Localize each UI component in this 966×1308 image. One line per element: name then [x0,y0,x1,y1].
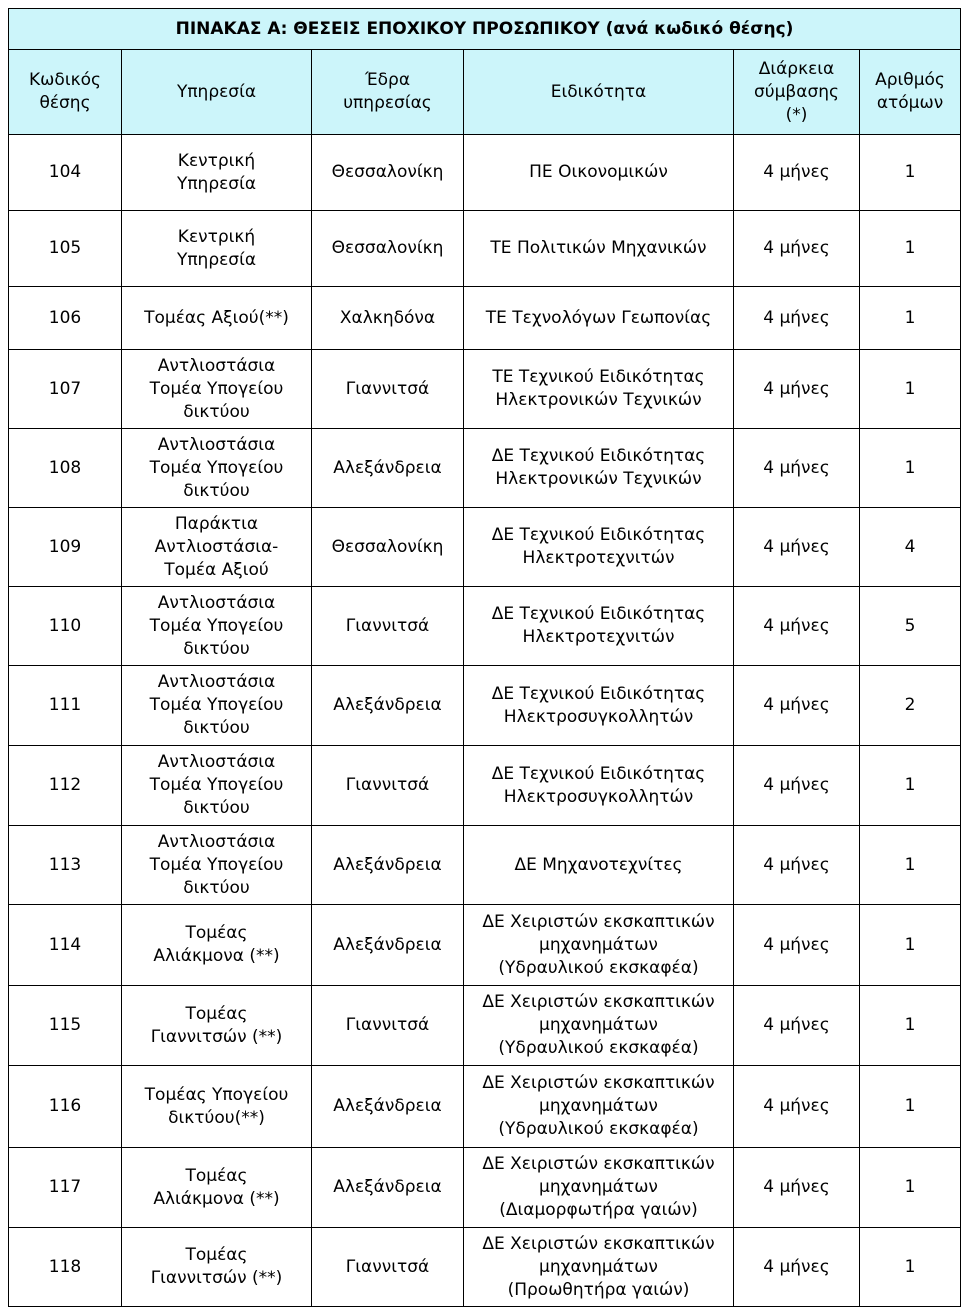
seat-cell [312,905,464,986]
cell-line: Αλιάκμονα (**) [153,1188,280,1209]
cell-line: υπηρεσίας [343,93,432,113]
duration-cell: 4 μήνες [734,508,860,587]
table-row [9,746,961,826]
table-row [9,350,961,429]
seat-cell [312,1066,464,1148]
cell-line: ΔΕ Τεχνικού Ειδικότητας [491,763,706,784]
cell-line: Αλιάκμονα (**) [153,946,280,966]
cell-line: Τομέας [185,1245,248,1265]
cell-line: ΔΕ Χειριστών εκσκαπτικών [482,1233,715,1254]
cell-line: Αλεξάνδρεια [333,854,442,875]
seat-cell [312,211,464,287]
cell-line: Ηλεκτροσυγκολλητών [503,706,694,727]
cell-line: Αριθμός [875,70,945,90]
specialty-cell [464,211,734,287]
cell-line: Υπηρεσία [176,249,257,270]
cell-line: (*) [785,104,808,125]
cell-line: Κωδικός [29,70,101,90]
cell-line: Τομέας [185,1165,248,1186]
cell-line: Αλεξάνδρεια [333,1177,442,1197]
cell-line: ΠΕ Οικονομικών [529,162,668,182]
cell-line: θέσης [39,93,91,113]
cell-line: Αντλιοστάσια [157,672,276,692]
specialty-cell [464,350,734,429]
duration-cell: 4 μήνες [734,1228,860,1307]
count-cell: 1 [860,350,961,429]
specialty-cell [464,746,734,826]
table-row [9,429,961,508]
duration-cell: 4 μήνες [734,135,860,211]
cell-line: σύμβασης [753,81,839,102]
seat-cell [312,986,464,1066]
cell-line: Αντλιοστάσια [157,355,276,376]
count-cell: 1 [860,826,961,905]
cell-line: Αλεξάνδρεια [333,695,442,715]
cell-line: Αλεξάνδρεια [333,457,442,478]
cell-line: Γιαννιτσά [345,378,430,399]
specialty-cell [464,587,734,666]
cell-line: Γιαννιτσών (**) [150,1026,283,1047]
code-cell: 104 [9,135,122,211]
table-body [9,135,961,1307]
cell-line: δικτύου [183,718,250,738]
table-row [9,1066,961,1148]
cell-line: Γιαννιτσά [345,1015,430,1035]
cell-line: Ηλεκτρονικών Τεχνικών [495,390,702,410]
service-cell [122,905,312,986]
code-cell: 106 [9,287,122,350]
duration-cell: 4 μήνες [734,666,860,746]
cell-line: Αντλιοστάσια [157,592,276,613]
cell-line: Τομέας Υπογείου [144,1084,289,1105]
count-cell: 1 [860,1148,961,1228]
cell-line: Αντλιοστάσια [157,752,276,772]
cell-line: Αλεξάνδρεια [333,1096,442,1116]
seat-cell [312,508,464,587]
duration-cell: 4 μήνες [734,211,860,287]
cell-line: ατόμων [876,93,944,113]
specialty-cell [464,986,734,1066]
count-cell: 1 [860,287,961,350]
cell-line: δικτύου [183,480,250,501]
count-cell: 1 [860,1228,961,1307]
code-cell: 109 [9,508,122,587]
cell-line: Τομέα Υπογείου [149,695,284,715]
duration-cell: 4 μήνες [734,350,860,429]
cell-line: Θεσσαλονίκη [331,162,444,182]
code-cell: 111 [9,666,122,746]
table-row [9,1148,961,1228]
code-cell: 108 [9,429,122,508]
table-row [9,666,961,746]
service-cell [122,1228,312,1307]
cell-line: δικτύου [183,638,250,659]
code-cell: 115 [9,986,122,1066]
cell-line: (Διαμορφωτήρα γαιών) [499,1200,698,1220]
header-count [860,50,961,135]
cell-line: Αντλιοστάσια [157,434,276,455]
seat-cell [312,587,464,666]
table-row [9,905,961,986]
specialty-cell [464,666,734,746]
service-cell [122,508,312,587]
cell-line: ΔΕ Χειριστών εκσκαπτικών [482,992,715,1012]
specialty-cell [464,826,734,905]
cell-line: Ηλεκτρονικών Τεχνικών [495,469,702,489]
table-row [9,587,961,666]
count-cell: 1 [860,211,961,287]
seat-cell [312,429,464,508]
table-row [9,135,961,211]
header-specialty [464,50,734,135]
cell-line: Γιαννιτσά [345,615,430,636]
duration-cell: 4 μήνες [734,287,860,350]
cell-line: ΔΕ Τεχνικού Ειδικότητας [491,446,706,466]
seat-cell [312,287,464,350]
code-cell: 112 [9,746,122,826]
specialty-cell [464,135,734,211]
service-cell [122,587,312,666]
duration-cell: 4 μήνες [734,587,860,666]
cell-line: Έδρα [364,70,411,90]
cell-line: Γιαννιτσά [345,1256,430,1277]
cell-line: (Προωθητήρα γαιών) [507,1279,690,1300]
cell-line: Αντλιοστάσια- [154,536,279,557]
table-row [9,986,961,1066]
cell-line: ΔΕ Χειριστών εκσκαπτικών [482,911,715,932]
cell-line: Θεσσαλονίκη [331,238,444,258]
table-row [9,1228,961,1307]
seat-cell [312,666,464,746]
cell-line: Κεντρική [177,226,256,247]
service-cell [122,1066,312,1148]
header-code [9,50,122,135]
cell-line: δικτύου [183,401,250,422]
service-cell [122,287,312,350]
seat-cell [312,746,464,826]
table-row [9,826,961,905]
specialty-cell [464,1228,734,1307]
cell-line: Διάρκεια [758,58,835,79]
cell-line: Τομέα Αξιού [164,559,269,580]
table-title: ΠΙΝΑΚΑΣ Α: ΘΕΣΕΙΣ ΕΠΟΧΙΚΟΥ ΠΡΟΣΩΠΙΚΟΥ (ανά κωδικό θέσης) [9,9,961,50]
duration-cell: 4 μήνες [734,746,860,826]
code-cell: 105 [9,211,122,287]
count-cell: 1 [860,429,961,508]
specialty-cell [464,905,734,986]
count-cell: 1 [860,986,961,1066]
cell-line: Αλεξάνδρεια [333,934,442,955]
table-row [9,211,961,287]
service-cell [122,1148,312,1228]
cell-line: δικτύου(**) [168,1107,265,1128]
cell-line: Ηλεκτροτεχνιτών [522,627,675,647]
cell-line: Τομέα Υπογείου [149,378,284,399]
count-cell: 5 [860,587,961,666]
cell-line: Ειδικότητα [550,81,647,102]
service-cell [122,666,312,746]
count-cell: 1 [860,1066,961,1148]
count-cell: 2 [860,666,961,746]
header-duration [734,50,860,135]
cell-line: Τομέα Υπογείου [149,457,284,478]
count-cell: 1 [860,746,961,826]
service-cell [122,826,312,905]
header-seat [312,50,464,135]
cell-line: μηχανημάτων [539,1096,658,1116]
cell-line: Ηλεκτροτεχνιτών [522,548,675,568]
cell-line: ΔΕ Τεχνικού Ειδικότητας [491,604,706,624]
cell-line: ΔΕ Τεχνικού Ειδικότητας [491,683,706,704]
code-cell: 110 [9,587,122,666]
cell-line: Κεντρική [177,150,256,171]
service-cell [122,746,312,826]
cell-line: Τομέα Υπογείου [149,615,284,636]
cell-line: Τομέα Υπογείου [149,854,284,875]
specialty-cell [464,1148,734,1228]
cell-line: (Υδραυλικού εκσκαφέα) [498,1119,699,1139]
cell-line: (Υδραυλικού εκσκαφέα) [498,957,699,978]
seat-cell [312,1228,464,1307]
cell-line: ΔΕ Χειριστών εκσκαπτικών [482,1154,715,1174]
duration-cell: 4 μήνες [734,905,860,986]
cell-line: Υπηρεσία [176,173,257,194]
cell-line: μηχανημάτων [539,1256,658,1277]
cell-line: Αντλιοστάσια [157,831,276,852]
code-cell: 118 [9,1228,122,1307]
code-cell: 113 [9,826,122,905]
duration-cell: 4 μήνες [734,826,860,905]
cell-line: Τομέας [185,923,248,943]
seat-cell [312,826,464,905]
cell-line: Γιαννιτσά [345,775,430,795]
seat-cell [312,350,464,429]
service-cell [122,429,312,508]
table-row [9,287,961,350]
count-cell: 1 [860,135,961,211]
service-cell [122,986,312,1066]
code-cell: 114 [9,905,122,986]
specialty-cell [464,287,734,350]
cell-line: μηχανημάτων [539,1015,658,1035]
cell-line: Θεσσαλονίκη [331,536,444,557]
cell-line: (Υδραυλικού εκσκαφέα) [498,1038,699,1058]
cell-line: ΤΕ Τεχνολόγων Γεωπονίας [485,307,712,328]
cell-line: Γιαννιτσών (**) [150,1268,283,1288]
cell-line: Τομέα Υπογείου [149,775,284,795]
service-cell [122,211,312,287]
cell-line: ΔΕ Μηχανοτεχνίτες [514,854,683,875]
specialty-cell [464,1066,734,1148]
specialty-cell [464,508,734,587]
cell-line: δικτύου [183,798,250,818]
cell-line: ΤΕ Πολιτικών Μηχανικών [490,238,707,258]
cell-line: Χαλκηδόνα [339,307,436,328]
cell-line: Τομέας Αξιού(**) [144,307,289,328]
cell-line: μηχανημάτων [539,934,658,955]
code-cell: 107 [9,350,122,429]
code-cell: 117 [9,1148,122,1228]
cell-line: δικτύου [183,877,250,898]
table-row [9,508,961,587]
code-cell: 116 [9,1066,122,1148]
duration-cell: 4 μήνες [734,1148,860,1228]
service-cell [122,350,312,429]
header-service [122,50,312,135]
duration-cell: 4 μήνες [734,429,860,508]
count-cell: 1 [860,905,961,986]
cell-line: Ηλεκτροσυγκολλητών [503,786,694,807]
service-cell [122,135,312,211]
cell-line: ΔΕ Χειριστών εκσκαπτικών [482,1073,715,1093]
seat-cell [312,1148,464,1228]
specialty-cell [464,429,734,508]
cell-line: ΔΕ Τεχνικού Ειδικότητας [491,525,706,545]
seasonal-positions-table [8,8,961,1307]
duration-cell: 4 μήνες [734,1066,860,1148]
cell-line: μηχανημάτων [539,1177,658,1197]
seat-cell [312,135,464,211]
cell-line: Υπηρεσία [176,81,257,102]
count-cell: 4 [860,508,961,587]
cell-line: ΤΕ Τεχνικού Ειδικότητας [492,367,705,387]
cell-line: Τομέας [185,1003,248,1024]
cell-line: Παράκτια [174,513,259,534]
duration-cell: 4 μήνες [734,986,860,1066]
